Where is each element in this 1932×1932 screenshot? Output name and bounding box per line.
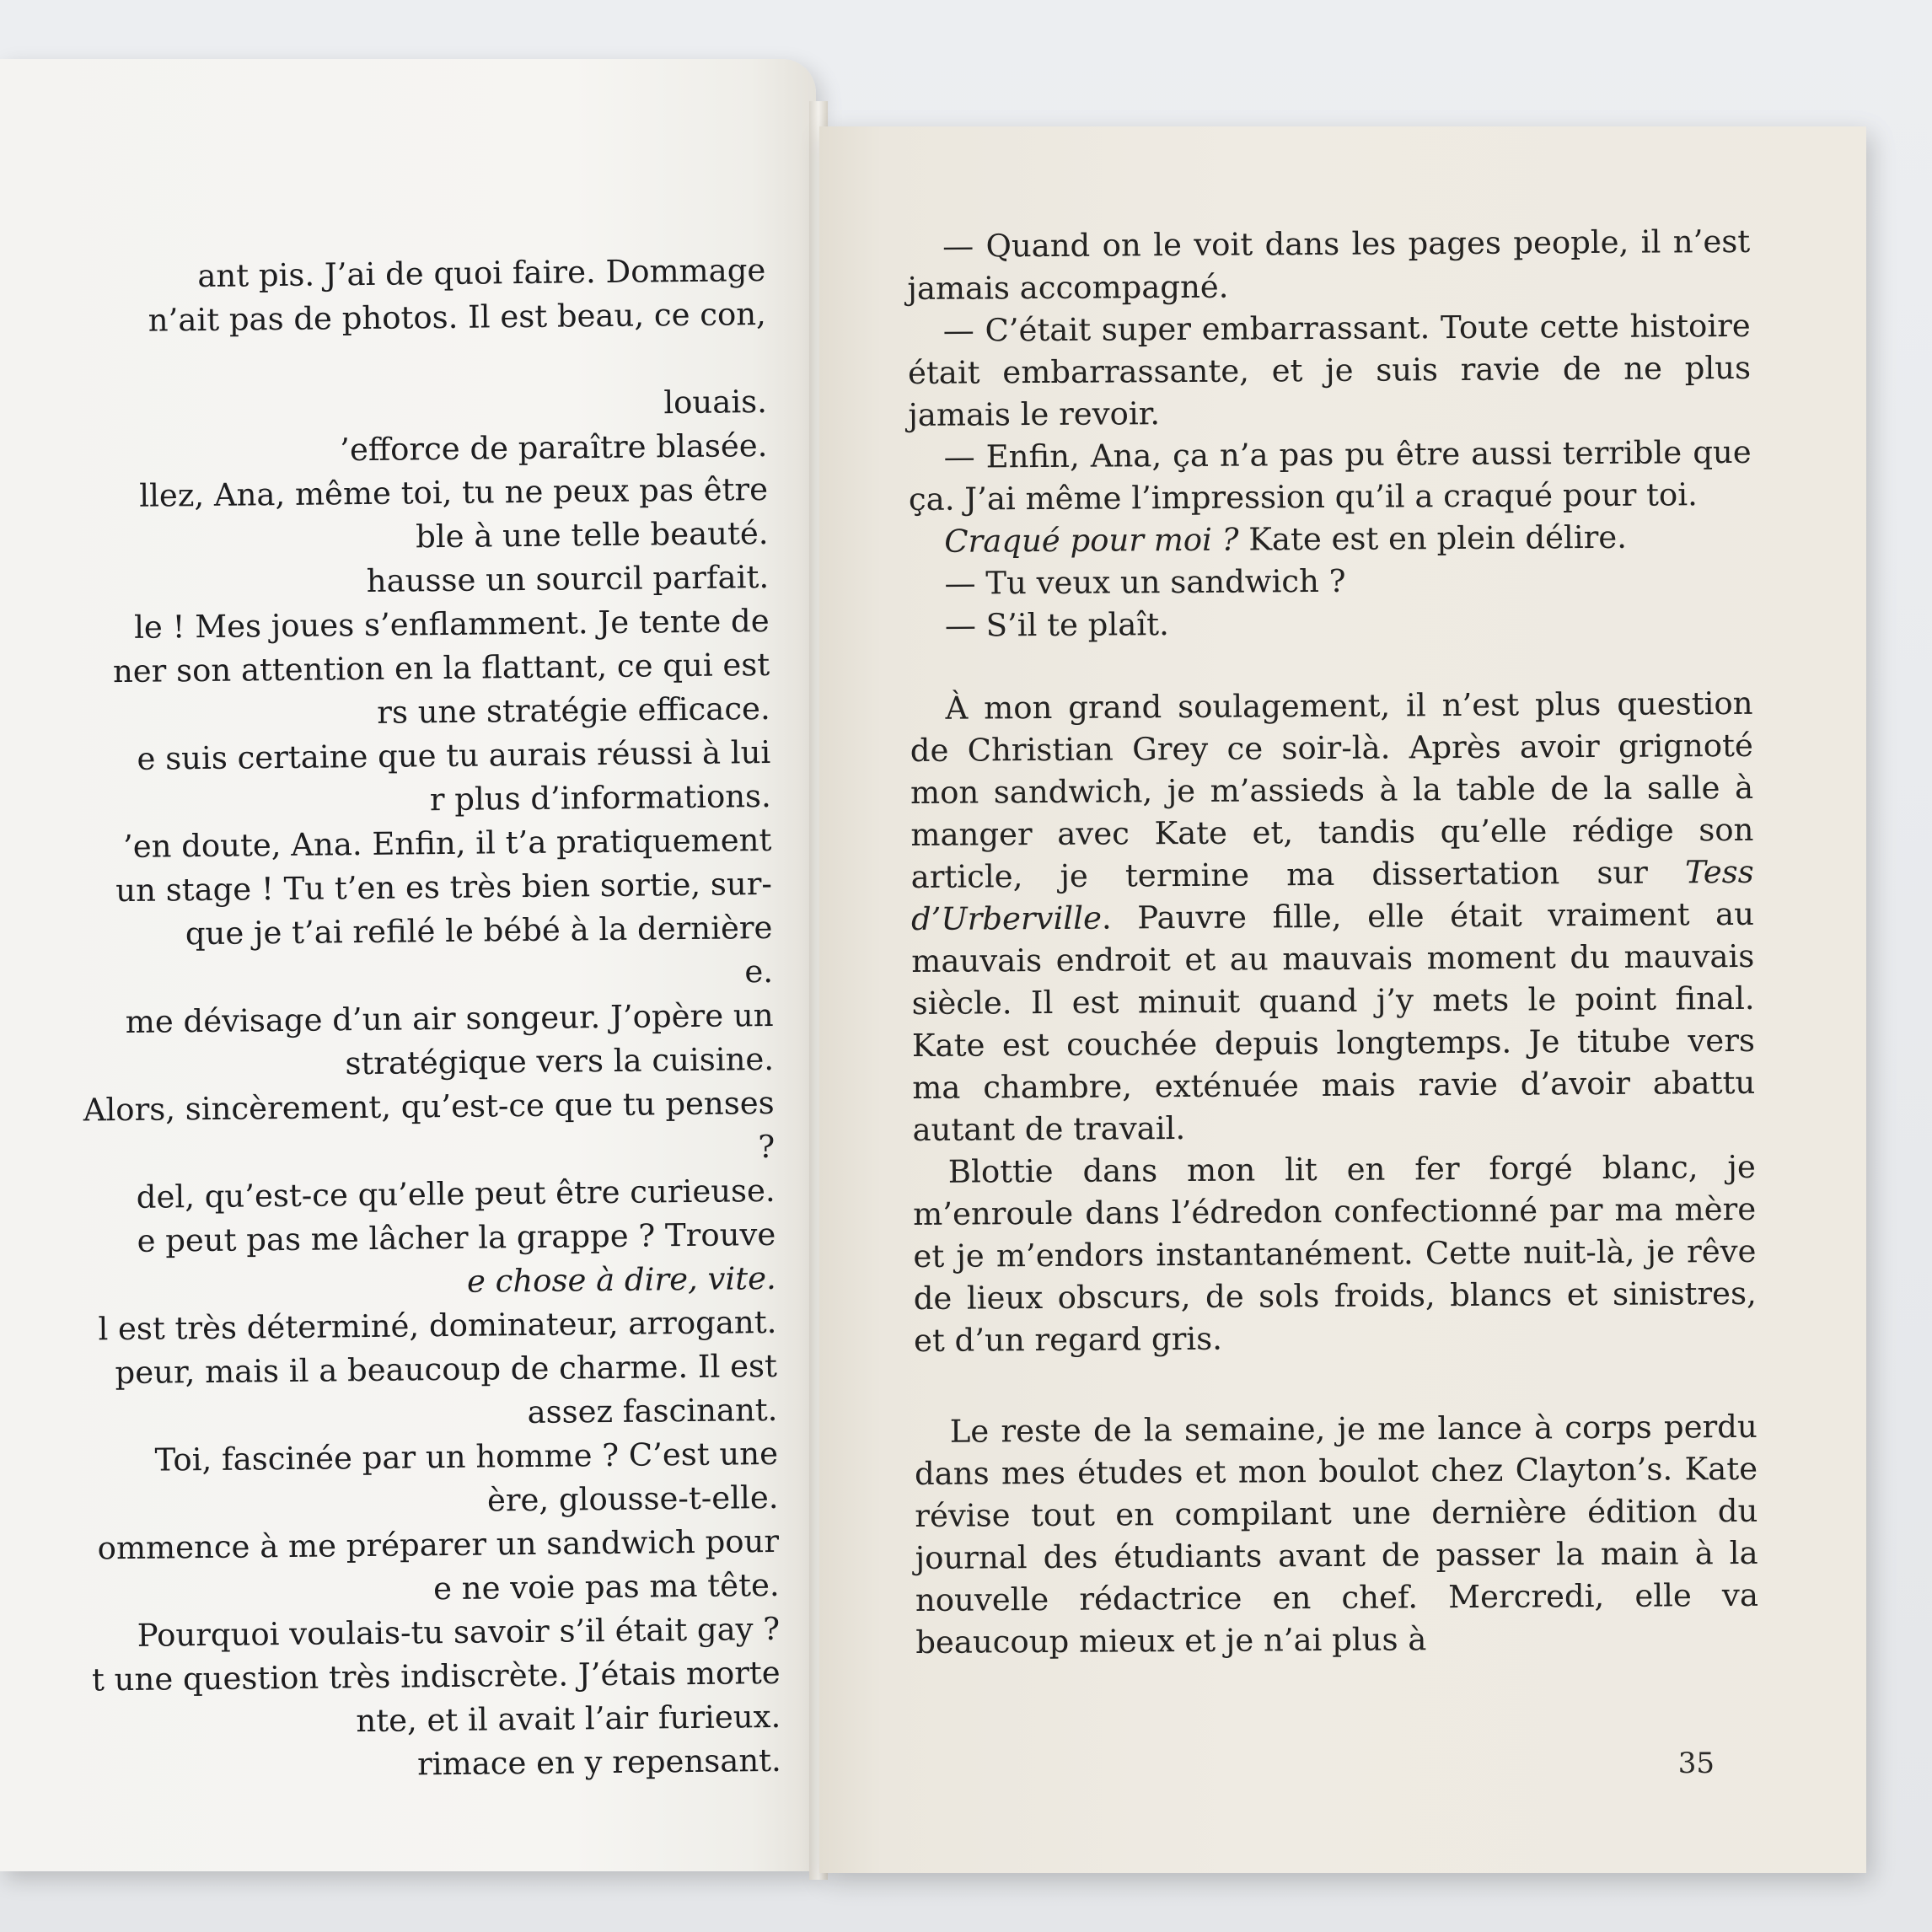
left-line: me dévisage d’un air songeur. J’opère un — [125, 996, 774, 1040]
left-line: assez fascinant. — [527, 1391, 778, 1431]
left-book-page — [0, 59, 816, 1871]
left-line — [1, 336, 766, 389]
left-line: ’efforce de paraître blasée. — [339, 427, 768, 469]
left-line: ’en doute, Ana. Enfin, il t’a pratiquement — [122, 821, 772, 866]
paragraph-text: . Pauvre fille, elle était vraiment au mauvais endroit et au mauvais moment du mauvais siècle. Il est minuit quand j’y mets le point final. Kate est couchée depuis longtemps. Je titube vers ma chambre, exténuée mais ravie d’avoir abattu autant de travail. — [911, 895, 1756, 1148]
right-book-page — [819, 126, 1866, 1873]
left-line: llez, Ana, même toi, tu ne peux pas être — [139, 470, 769, 514]
left-line: ner son attention en la flattant, ce qui est — [112, 646, 770, 690]
left-line: l est très déterminé, dominateur, arrogant. — [98, 1303, 777, 1348]
page-number: 35 — [1677, 1747, 1715, 1780]
paragraph: Blottie dans mon lit en fer forgé blanc, je m’enroule dans l’édredon confectionné par ma mère et je m’endors instantanément. Cette nuit-là, je rêve de lieux obscurs, de sols froids, blancs et sinistres, et d’un regard gris. — [913, 1148, 1757, 1359]
left-line: ? — [758, 1128, 775, 1166]
left-line: n’ait pas de photos. Il est beau, ce con, — [148, 295, 767, 339]
left-page-text — [0, 249, 781, 1790]
book-title: Tess d’Urberville — [910, 853, 1754, 937]
left-line: Toi, fascinée par un homme ? C’est une — [154, 1435, 779, 1479]
left-line: e chose à dire, vite. — [466, 1259, 777, 1300]
left-line: que je t’ai refilé le bébé à la dernière — [185, 909, 773, 953]
left-line: nte, et il avait l’air furieux. — [356, 1698, 781, 1740]
left-line: le ! Mes joues s’enflamment. Je tente de — [133, 602, 770, 646]
paragraph: — S’il te plaît. — [944, 606, 1169, 644]
paragraph — [909, 516, 1752, 563]
left-line: stratégique vers la cuisine. — [345, 1040, 775, 1082]
left-line: e suis certaine que tu aurais réussi à lui — [137, 733, 771, 777]
left-line: e peut pas me lâcher la grappe ? Trouve — [137, 1216, 776, 1259]
left-line: ant pis. J’ai de quoi faire. Dommage — [197, 251, 766, 295]
paragraph — [910, 683, 1755, 1151]
left-line: louais. — [663, 383, 768, 421]
left-line: ble à une telle beauté. — [415, 514, 769, 555]
paragraph: — C’était super embarrassant. Toute cette histoire était embarrassante, et je suis ravie de ne plus jamais le revoir. — [907, 307, 1752, 433]
left-line: ère, glousse-t-elle. — [486, 1479, 779, 1519]
paragraph-text: Kate est en plein délire. — [1238, 518, 1628, 558]
left-line: del, qu’est-ce qu’elle peut être curieuse. — [136, 1172, 775, 1216]
paragraph: Le reste de la semaine, je me lance à corps perdu dans mes études et mon boulot chez Clayton’s. Kate révise tout en compilant une dernière édition du journal des étudiants avant de passer la main à la nouvelle rédactrice en chef. Mercredi, elle va beaucoup mieux et je n’ai plus à — [914, 1408, 1759, 1661]
paragraph: — Tu veux un sandwich ? — [944, 562, 1346, 602]
paragraph: — Enfin, Ana, ça n’a pas pu être aussi terrible que ça. J’ai même l’impression qu’il a craqué pour toi. — [908, 433, 1752, 518]
left-line: e ne voie pas ma tête. — [432, 1566, 780, 1607]
left-line: rs une stratégie efficace. — [377, 690, 770, 731]
left-line: peur, mais il a beaucoup de charme. Il est — [115, 1347, 778, 1392]
left-line: hausse un sourcil parfait. — [366, 558, 770, 599]
left-line: r plus d’informations. — [429, 777, 772, 818]
left-line: Pourquoi voulais-tu savoir s’il était gay ? — [137, 1610, 781, 1654]
left-line: e. — [744, 953, 774, 990]
left-line: t une question très indiscrète. J’étais morte — [91, 1654, 781, 1699]
right-page-text — [907, 221, 1758, 1664]
left-line: Alors, sincèrement, qu’est-ce que tu penses — [83, 1084, 775, 1129]
paragraph-text: À mon grand soulagement, il n’est plus question de Christian Grey ce soir-là. Après avoir grignoté mon sandwich, je m’assieds à la table de la salle à manger avec Kate et, tandis qu’elle rédige son article, je termine ma dissertation sur — [910, 684, 1754, 895]
left-line: ommence à me préparer un sandwich pour — [97, 1522, 780, 1567]
left-line: rimace en y repensant. — [416, 1741, 782, 1783]
left-line: un stage ! Tu t’en es très bien sortie, sur- — [115, 865, 773, 910]
italic-phrase: Craqué pour moi ? — [944, 521, 1239, 560]
paragraph: — Quand on le voit dans les pages people, il n’est jamais accompagné. — [907, 223, 1751, 307]
